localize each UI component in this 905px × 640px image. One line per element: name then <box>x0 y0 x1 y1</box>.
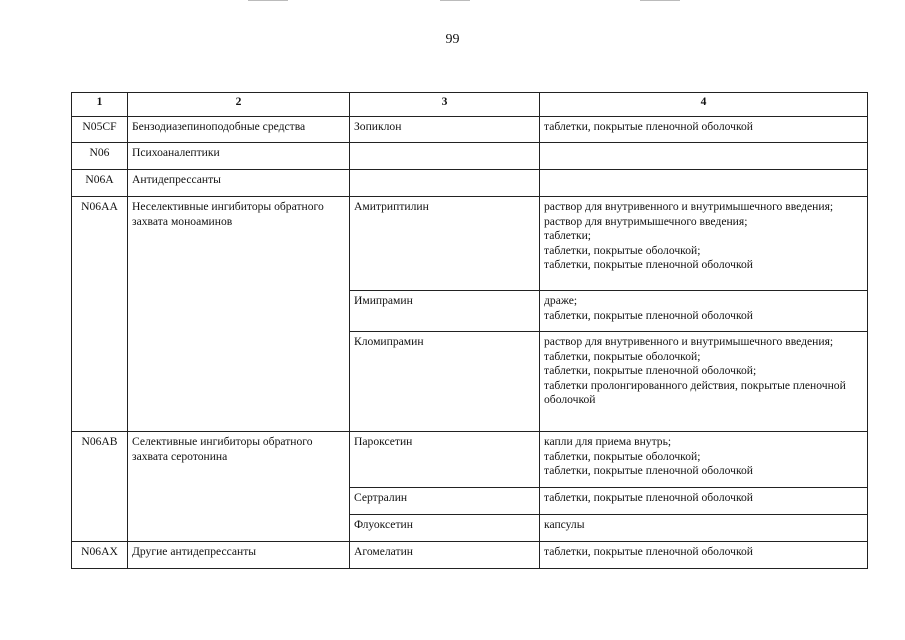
group-name: Антидепрессанты <box>128 170 350 197</box>
atc-code: N06AX <box>72 542 128 569</box>
dosage-form: капсулы <box>544 518 585 531</box>
drug-name: Агомелатин <box>350 542 540 569</box>
atc-code: N06A <box>72 170 128 197</box>
atc-code: N06AB <box>72 432 128 542</box>
drug-table <box>71 92 868 569</box>
dosage-forms <box>540 332 868 432</box>
dosage-form: таблетки, покрытые оболочкой; <box>544 349 701 363</box>
top-rule-middle <box>440 0 470 1</box>
dosage-forms <box>540 291 868 332</box>
dosage-form: таблетки, покрытые пленочной оболочкой <box>544 120 753 133</box>
dosage-forms <box>540 432 868 488</box>
group-name: Неселективные ингибиторы обратного захвата моноаминов <box>128 197 350 432</box>
drug-name: Амитриптилин <box>350 197 540 291</box>
dosage-forms <box>540 143 868 170</box>
header-col-1: 1 <box>72 93 128 117</box>
dosage-forms <box>540 170 868 197</box>
dosage-forms <box>540 488 868 515</box>
dosage-forms <box>540 197 868 291</box>
drug-name: Пароксетин <box>350 432 540 488</box>
table-row <box>72 117 868 143</box>
header-col-2: 2 <box>128 93 350 117</box>
dosage-form: таблетки пролонгированного действия, покрытые пленочной оболочкой <box>544 378 846 406</box>
drug-name: Флуоксетин <box>350 515 540 542</box>
drug-name: Имипрамин <box>350 291 540 332</box>
drug-name: Зопиклон <box>350 117 540 143</box>
group-name: Селективные ингибиторы обратного захвата серотонина <box>128 432 350 542</box>
page-number: 99 <box>445 32 460 47</box>
drug-name: Сертралин <box>350 488 540 515</box>
dosage-form: раствор для внутривенного и внутримышечного введения; <box>544 335 834 348</box>
header-col-3: 3 <box>350 93 540 117</box>
dosage-form: таблетки, покрытые пленочной оболочкой <box>544 464 753 477</box>
dosage-forms <box>540 515 868 542</box>
dosage-form: таблетки, покрытые пленочной оболочкой <box>544 545 753 558</box>
dosage-form: таблетки; <box>544 229 592 242</box>
dosage-form: капли для приема внутрь; <box>544 435 672 448</box>
dosage-form: таблетки, покрытые оболочкой; <box>544 449 701 463</box>
dosage-form: таблетки, покрытые оболочкой; <box>544 243 701 257</box>
dosage-forms <box>540 117 868 143</box>
dosage-form: раствор для внутримышечного введения; <box>544 214 748 228</box>
dosage-forms <box>540 542 868 569</box>
drug-name: Кломипрамин <box>350 332 540 432</box>
atc-code: N05CF <box>72 117 128 143</box>
dosage-form: раствор для внутривенного и внутримышечного введения; <box>544 200 834 213</box>
table-row <box>72 170 868 197</box>
drug-name <box>350 170 540 197</box>
table-row <box>72 432 868 488</box>
table-row <box>72 143 868 170</box>
group-name: Бензодиазепиноподобные средства <box>128 117 350 143</box>
table-row <box>72 197 868 291</box>
drug-name <box>350 143 540 170</box>
atc-code: N06AA <box>72 197 128 432</box>
top-rule-right <box>640 0 680 1</box>
group-name: Психоаналептики <box>128 143 350 170</box>
top-rule-left <box>248 0 288 1</box>
dosage-form: таблетки, покрытые пленочной оболочкой <box>544 308 753 322</box>
atc-code: N06 <box>72 143 128 170</box>
group-name: Другие антидепрессанты <box>128 542 350 569</box>
dosage-form: драже; <box>544 294 578 307</box>
dosage-form: таблетки, покрытые пленочной оболочкой <box>544 258 753 271</box>
table-row <box>72 542 868 569</box>
dosage-form: таблетки, покрытые пленочной оболочкой <box>544 491 753 504</box>
header-col-4: 4 <box>540 93 868 117</box>
header-row <box>72 93 868 117</box>
dosage-form: таблетки, покрытые пленочной оболочкой; <box>544 364 757 377</box>
